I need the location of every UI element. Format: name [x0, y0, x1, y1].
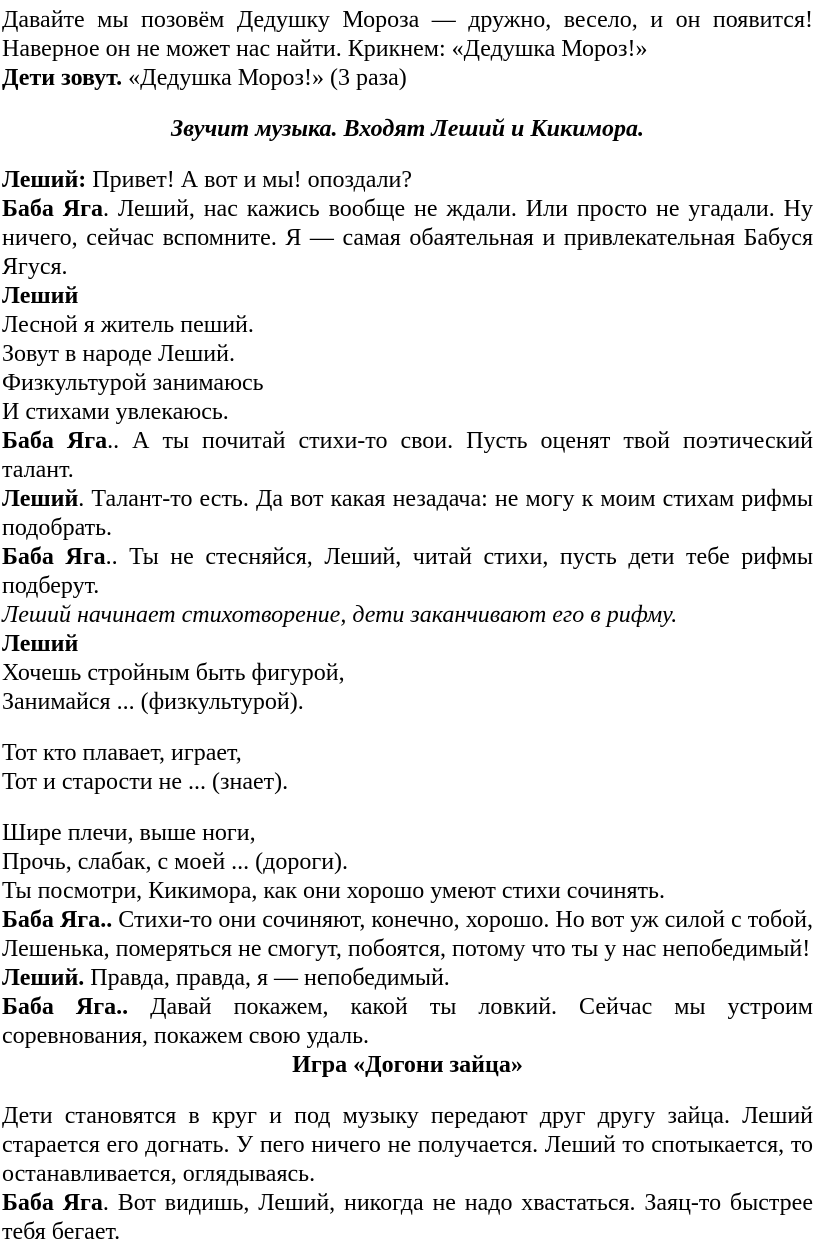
poem-line: Хочешь стройным быть фигурой, — [2, 660, 345, 686]
poem-line: Лесной я житель пеший. — [2, 312, 254, 338]
speaker-name: Баба Яга — [2, 544, 106, 570]
speaker-name: Леший: — [2, 167, 87, 193]
blank-line — [2, 797, 813, 819]
blank-line — [2, 93, 813, 115]
dialogue-paragraph — [2, 993, 813, 1051]
stage-direction: Леший начинает стихотворение, дети заканчивают его в рифму. — [2, 602, 678, 628]
speaker-name: Леший — [2, 486, 79, 512]
dialogue-text: Привет! А вот и мы! опоздали? — [86, 167, 413, 193]
dialogue-paragraph — [2, 195, 813, 282]
poem-line: Прочь, слабак, с моей ... (дороги). — [2, 849, 349, 875]
dialogue-text: . Вот видишь, Леший, никогда не надо хвастаться. Заяц-то быстрее тебя бегает. — [2, 1190, 813, 1245]
speaker-name: Баба Яга — [2, 1190, 103, 1216]
poem-line: И стихами увлекаюсь. — [2, 399, 229, 425]
speaker-name: Баба Яга.. — [2, 994, 129, 1020]
speaker-line — [2, 282, 813, 311]
blank-line — [2, 717, 813, 739]
poem-line: Шире плечи, выше ноги, — [2, 820, 256, 846]
dialogue-paragraph — [2, 543, 813, 601]
speaker-name: Леший. — [2, 965, 85, 991]
dialogue-paragraph — [2, 427, 813, 485]
dialogue-text: . Леший, нас кажись вообще не ждали. Или просто не угадали. Ну ничего, сейчас вспомните. Я — самая обаятельная и привлекательная Бабуся Ягуся. — [2, 196, 813, 280]
narration-paragraph — [2, 6, 813, 64]
dialogue-text: Правда, правда, я — непобедимый. — [84, 965, 450, 991]
dialogue-paragraph — [2, 964, 813, 993]
speaker-name: Леший — [2, 631, 79, 657]
narration-paragraph — [2, 1102, 813, 1189]
dialogue-paragraph — [2, 166, 813, 195]
dialogue-paragraph — [2, 906, 813, 964]
poem-line: Зовут в народе Леший. — [2, 341, 235, 367]
speaker-name: Леший — [2, 283, 79, 309]
dialogue-paragraph — [2, 1189, 813, 1247]
speaker-name: Баба Яга — [2, 428, 108, 454]
dialogue-paragraph — [2, 485, 813, 543]
scene-heading: Звучит музыка. Входят Леший и Кикимора. — [171, 116, 644, 142]
dialogue-text: .. Ты не стесняйся, Леший, читай стихи, пусть дети тебе рифмы подберут. — [2, 544, 813, 599]
poem-line: Занимайся ... (физкультурой). — [2, 689, 304, 715]
blank-line — [2, 1080, 813, 1102]
speaker-name: Баба Яга — [2, 196, 103, 222]
dialogue-continuation: Ты посмотри, Кикимора, как они хорошо умеют стихи сочинять. — [2, 878, 665, 904]
poem-line: Физкультурой занимаюсь — [2, 370, 264, 396]
narration-text: Давайте мы позовём Дедушку Мороза — дружно, весело, и он появится! Наверное он не может нас найти. Крикнем: «Дедушка Мороз!» — [2, 7, 813, 62]
dialogue-text: Стихи-то они сочиняют, конечно, хорошо. Но вот уж силой с тобой, Лешенька, померяться не смогут, побоятся, потому что ты у нас непобедимый! — [2, 907, 814, 962]
speaker-name: Баба Яга.. — [2, 907, 113, 933]
poem-line: Тот кто плавает, играет, — [2, 740, 242, 766]
game-heading-text: Игра «Догони зайца» — [292, 1052, 523, 1078]
narration-text: Дети становятся в круг и под музыку передают друг другу зайца. Леший старается его догнать. У пего ничего не получается. Леший то спотыкается, то останавливается, оглядываясь. — [2, 1103, 813, 1187]
speaker-name: Дети зовут. — [2, 65, 123, 91]
poem-line: Тот и старости не ... (знает). — [2, 769, 289, 795]
dialogue-text: . Талант-то есть. Да вот какая незадача: не могу к моим стихам рифмы подобрать. — [2, 486, 813, 541]
dialogue-text: Давай покажем, какой ты ловкий. Сейчас мы устроим соревнования, покажем свою удаль. — [2, 994, 813, 1049]
speaker-line — [2, 630, 813, 659]
dialogue-text: «Дедушка Мороз!» (3 раза) — [122, 65, 407, 91]
dialogue-paragraph — [2, 64, 813, 93]
blank-line — [2, 144, 813, 166]
dialogue-text: .. А ты почитай стихи-то свои. Пусть оценят твой поэтический талант. — [2, 428, 813, 483]
game-heading — [2, 1051, 813, 1080]
